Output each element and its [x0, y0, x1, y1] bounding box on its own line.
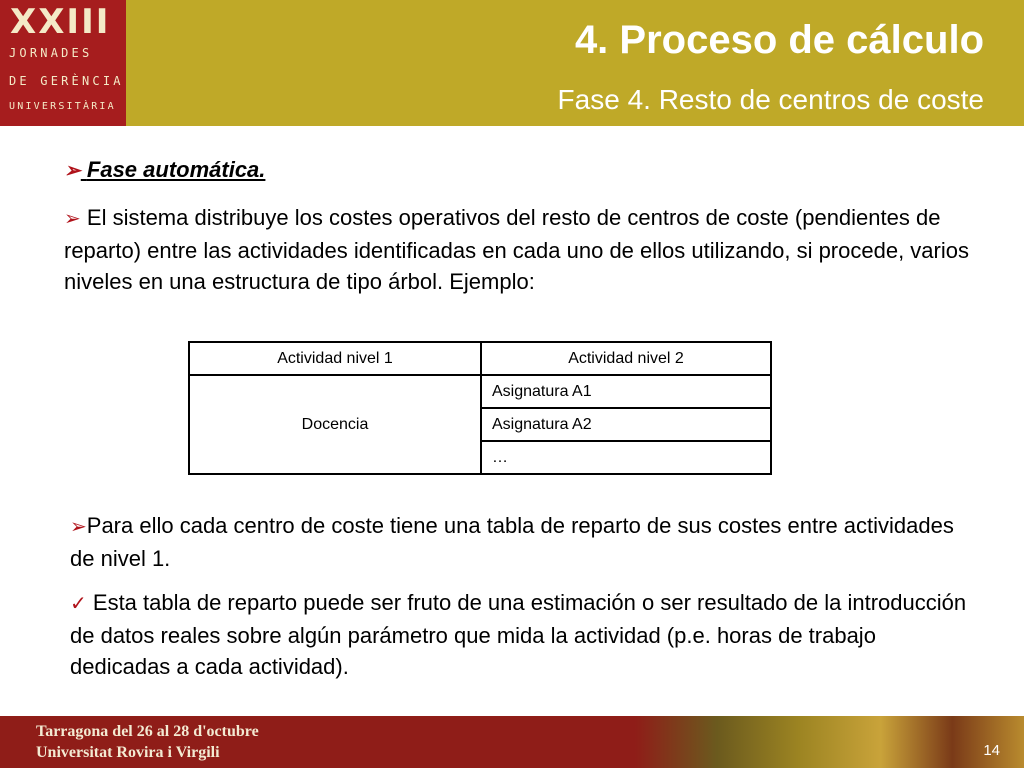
table-cell-level2: Asignatura A1 [481, 375, 771, 408]
bullet-reparto [70, 510, 970, 574]
check-icon: ✓ [70, 593, 87, 615]
page-number: 14 [983, 742, 1000, 759]
table-row [189, 375, 771, 408]
table-header-cell: Actividad nivel 1 [189, 342, 481, 375]
footer-university: Universitat Rovira i Virgili [36, 744, 220, 761]
arrow-bullet-icon: ➢ [64, 160, 81, 182]
slide-header [0, 0, 1024, 126]
slide-title: 4. Proceso de cálculo [574, 18, 984, 62]
arrow-bullet-icon: ➢ [64, 208, 81, 230]
activity-table [188, 341, 772, 475]
logo-numeral: XXIII [10, 2, 111, 42]
bullet-description [64, 202, 974, 297]
arrow-bullet-icon: ➢ [70, 516, 87, 538]
table-cell-level2: Asignatura A2 [481, 408, 771, 441]
table-header-cell: Actividad nivel 2 [481, 342, 771, 375]
slide-subtitle: Fase 4. Resto de centros de coste [557, 84, 984, 115]
logo-line-1: JORNADES [9, 46, 93, 60]
table-cell-level1: Docencia [189, 375, 481, 474]
conference-logo [0, 0, 126, 126]
footer-location: Tarragona del 26 al 28 d'octubre [36, 723, 259, 740]
bullet-fase-automatica [64, 154, 265, 187]
bullet-text: Esta tabla de reparto puede ser fruto de una estimación o ser resultado de la introducción de datos reales sobre algún parámetro que mida la actividad (p.e. horas de trabajo dedicadas a cada actividad). [70, 590, 967, 679]
bullet-estimacion [70, 587, 970, 682]
bullet-text: Para ello cada centro de coste tiene una tabla de reparto de sus costes entre actividades de nivel 1. [70, 513, 954, 571]
logo-line-2: DE GERÈNCIA [9, 74, 124, 88]
bullet-text: Fase automática. [86, 157, 266, 182]
table-header-row [189, 342, 771, 375]
logo-line-3: UNIVERSITÀRIA [9, 101, 116, 112]
bullet-text: El sistema distribuye los costes operativos del resto de centros de coste (pendientes de reparto) entre las actividades identificadas en cada uno de ellos utilizando, si procede, varios niveles en una estructura de tipo árbol. Ejemplo: [64, 205, 969, 294]
table-cell-level2: … [481, 441, 771, 474]
